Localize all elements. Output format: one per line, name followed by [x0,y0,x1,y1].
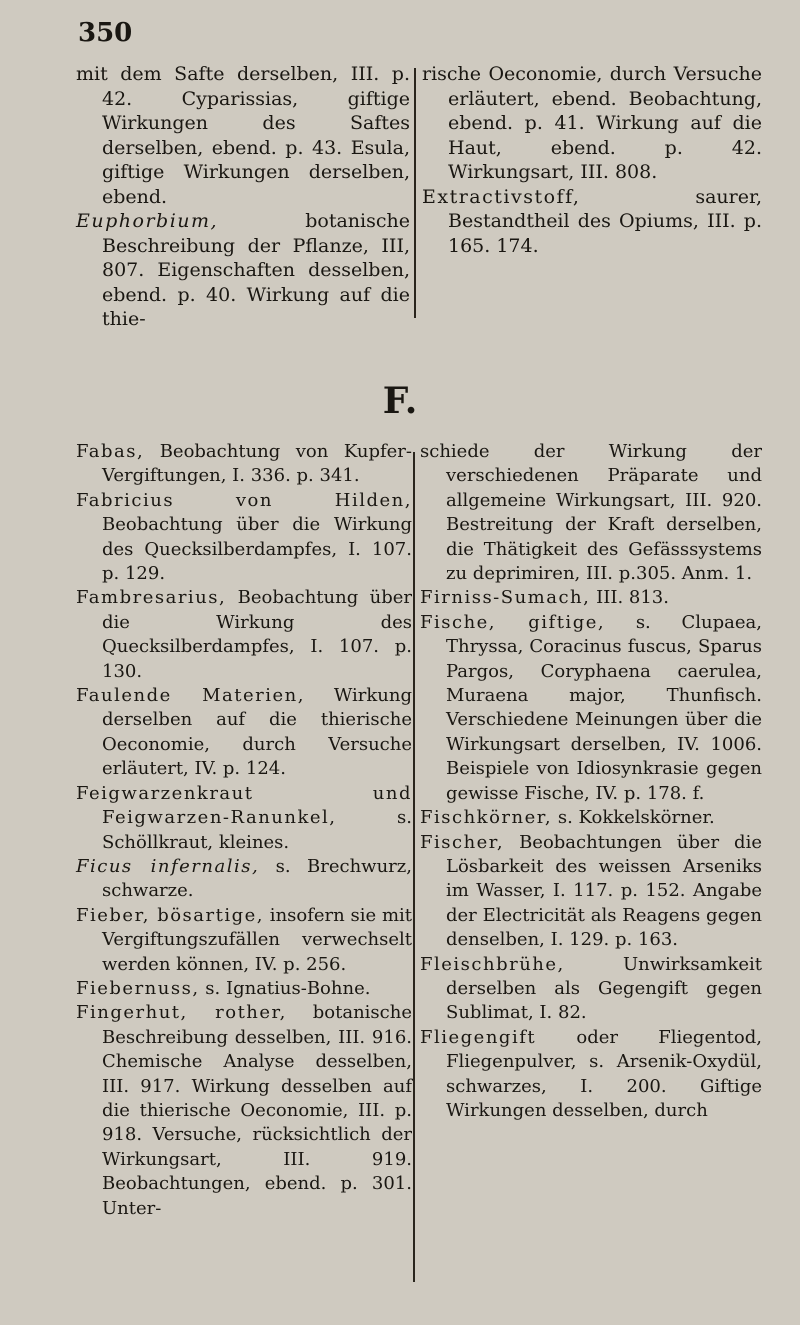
index-entry [420,586,762,610]
index-entry [420,953,762,1026]
entry-text: botanische Beschreibung desselben, III. 916. Chemische Analyse desselben, III. 917. Wirkung desselben auf die thierische Oeconomie, III. p. 918. Versuche, rücksichtlich der Wirkungsart, III. 919. Beobachtungen, ebend. p. 301. Unter- [102,1002,412,1219]
index-entry [420,806,762,830]
entry-text: s. Kokkelskörner. [552,807,715,829]
entry-text: Beobachtungen über die Lösbarkeit des weissen Arseniks im Wasser, I. 117. p. 152. Angabe der Electricität als Reagens gegen denselben, I. 129. p. 163. [446,831,762,951]
index-entry [76,62,410,209]
bottom-section [0,440,800,1300]
entry-text: mit dem Safte derselben, III. p. 42. Cyparissias, giftige Wirkungen des Saftes derselben, ebend. p. 43. Esula, giftige Wirkungen derselben, ebend. [76,63,410,208]
column-left [76,62,410,332]
index-entry [76,489,412,587]
index-entry [420,440,762,586]
entry-text: s. Ignatius-Bohne. [199,977,371,999]
entry-head: Faulende Materien, [76,685,305,707]
index-entry [76,1001,412,1221]
column-left [76,440,412,1221]
column-divider [414,68,416,318]
entry-head: Fische, giftige, [420,611,606,633]
index-entry [76,586,412,684]
entry-text: Beobachtung über die Wirkung des Quecksilberdampfes, I. 107. p. 129. [102,514,412,585]
index-entry [76,440,412,489]
entry-text: Wirkung derselben auf die thierische Oeconomie, durch Versuche erläutert, IV. p. 124. [102,685,412,780]
entry-text: oder Fliegentod, Fliegenpulver, s. Arsenik-Oxydül, schwarzes, I. 200. Giftige Wirkungen desselben, durch [446,1026,762,1121]
entry-text: s. Schöllkraut, kleines. [102,807,412,853]
entry-text: III. 813. [590,587,669,609]
entry-head: Fischer, [420,831,505,853]
entry-head: Firniss-Sumach, [420,587,591,609]
index-entry [420,1026,762,1124]
entry-head: Fabas, [76,441,145,462]
entry-head: Euphorbium, [76,210,219,232]
entry-text: insofern sie mit Vergiftungszufällen verwechselt werden können, IV. p. 256. [102,904,413,975]
index-entry [420,831,762,953]
entry-text: Unwirksamkeit derselben als Gegengift gegen Sublimat, I. 82. [446,953,762,1024]
entry-text: s. Brechwurz, schwarze. [102,855,412,902]
index-entry [422,62,762,185]
index-entry [76,904,412,977]
entry-text: rische Oeconomie, durch Versuche erläutert, ebend. Beobachtung, ebend. p. 41. Wirkung auf die Haut, ebend. p. 42. Wirkungsart, III. 808. [422,63,762,183]
index-entry [76,209,410,332]
entry-head: Extractivstoff, [422,185,581,208]
entry-head: Fambresarius, [76,587,227,609]
entry-head: Fliegengift [420,1026,537,1048]
entry-head: Fischkörner, [420,807,553,829]
entry-head: Fiebernuss, [76,977,200,999]
index-entry [76,684,412,782]
column-right [420,440,762,1123]
entry-text: botanische Beschreibung der Pflanze, III, 807. Eigenschaften desselben, ebend. p. 40. Wirkung auf die thie- [102,210,410,330]
column-divider [413,452,415,1282]
top-section [0,62,800,330]
entry-head: Fingerhut, rother, [76,1002,287,1024]
index-entry [76,977,412,1001]
entry-head: Ficus infernalis, [76,855,260,877]
section-letter: F. [382,380,418,422]
entry-text: Beobachtung über die Wirkung des Quecksilberdampfes, I. 107. p. 130. [102,587,412,682]
entry-text: s. Clupaea, Thryssa, Coracinus fuscus, Sparus Pargos, Coryphaena caerulea, Muraena major, Thunfisch. Verschiedene Meinungen über die Wirkungsart derselben, IV. 1006. Beispiele von Idiosynkrasie gegen gewisse Fische, IV. p. 178. f. [446,611,762,804]
entry-text: schiede der Wirkung der verschiedenen Präparate und allgemeine Wirkungsart, III. 920. Bestreitung der Kraft derselben, die Thätigkeit des Gefässsystems zu deprimiren, III. p.305. Anm. 1. [420,441,762,585]
entry-head: Fleischbrühe, [420,953,565,975]
page-number: 350 [78,18,133,48]
entry-head: Fabricius von Hilden, [76,489,412,511]
index-entry [420,611,762,806]
index-entry [76,782,412,855]
entry-head: Feigwarzenkraut und Feigwarzen-Ranunkel, [76,782,412,829]
index-entry [422,185,762,259]
entry-text: saurer, Bestandtheil des Opiums, III. p. 165. 174. [448,185,762,257]
entry-head: Fieber, bösartige, [76,904,265,926]
column-right [422,62,762,258]
entry-text: Beobachtung von Kupfer-Vergiftungen, I. 336. p. 341. [102,441,412,487]
index-entry [76,855,412,904]
